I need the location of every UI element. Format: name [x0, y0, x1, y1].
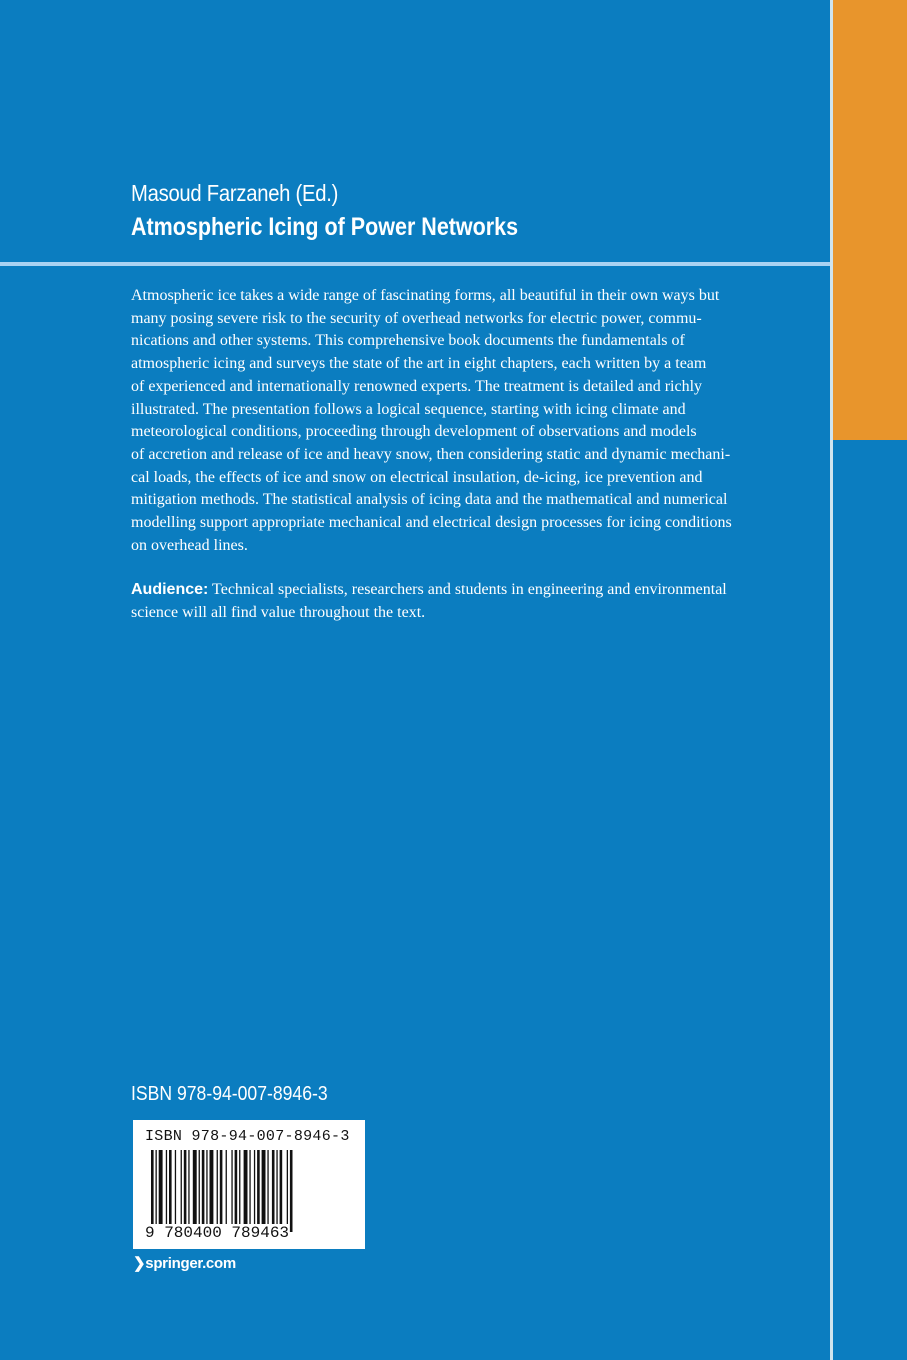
barcode-bar	[175, 1150, 176, 1232]
barcode-bar	[290, 1150, 293, 1232]
description-line: modelling support appropriate mechanical and electrical design processes for icing conditions	[131, 514, 732, 532]
description-line: of experienced and internationally renowned experts. The treatment is detailed and richly	[131, 377, 703, 395]
barcode-bar	[210, 1150, 214, 1232]
barcode-bar	[262, 1150, 266, 1232]
barcode-bar	[217, 1150, 218, 1232]
description-line: of accretion and release of ice and heavy snow, then considering static and dynamic mechani-	[131, 445, 731, 463]
barcode-bar	[244, 1150, 248, 1232]
barcode-bar	[220, 1150, 223, 1232]
barcode-bar	[267, 1150, 268, 1232]
description-line: Atmospheric ice takes a wide range of fascinating forms, all beautiful in their own ways but	[131, 287, 720, 304]
barcode-bar	[181, 1150, 182, 1232]
barcode-bar	[193, 1150, 197, 1232]
barcode-bar	[166, 1150, 167, 1232]
barcode-bars	[145, 1150, 355, 1232]
description-line: atmospheric icing and surveys the state of the art in eight chapters, each written by a team	[131, 355, 707, 373]
audience-label: Audience:	[131, 581, 209, 598]
spine-orange-band	[833, 0, 907, 440]
barcode-bar	[184, 1150, 187, 1232]
isbn-text: ISBN 978-94-007-8946-3	[131, 1083, 328, 1105]
book-author: Masoud Farzaneh (Ed.)	[131, 180, 339, 206]
barcode-bar	[257, 1150, 260, 1232]
barcode-bar	[202, 1150, 205, 1232]
barcode-bar	[226, 1150, 227, 1232]
title-rule	[0, 262, 830, 266]
barcode-bar	[249, 1150, 250, 1232]
chevron-right-icon: ❯	[133, 1255, 146, 1272]
barcode-bar	[169, 1150, 172, 1232]
barcode-bar	[206, 1150, 207, 1232]
audience-text: Technical specialists, researchers and students in engineering and environmental	[208, 581, 727, 598]
description-line: on overhead lines.	[131, 536, 248, 554]
audience-section	[131, 579, 727, 624]
barcode-bar	[287, 1150, 288, 1232]
spine-blue-band	[833, 440, 907, 1360]
barcode-bar	[231, 1150, 232, 1232]
springer-link-text: springer.com	[145, 1255, 236, 1272]
book-description	[131, 285, 791, 557]
description-line: meteorological conditions, proceeding through development of observations and models	[131, 423, 697, 441]
barcode-bar	[272, 1150, 275, 1232]
barcode-bar	[235, 1150, 238, 1232]
barcode-number	[145, 1224, 289, 1242]
barcode-bar	[156, 1150, 157, 1232]
barcode	[133, 1120, 365, 1249]
barcode-bar	[254, 1150, 255, 1232]
barcode-bar	[199, 1150, 200, 1232]
audience-text-2: science will all find value throughout the text.	[131, 603, 426, 621]
barcode-bar	[239, 1150, 240, 1232]
description-line: cal loads, the effects of ice and snow on electrical insulation, de-icing, ice prevention and	[131, 468, 703, 486]
barcode-bar	[151, 1150, 154, 1232]
barcode-isbn: ISBN 978-94-007-8946-3	[145, 1128, 350, 1145]
barcode-bar	[188, 1150, 189, 1232]
book-title: Atmospheric Icing of Power Networks	[131, 213, 519, 241]
barcode-bar	[280, 1150, 283, 1232]
barcode-digits: 9 780400 789463	[145, 1224, 290, 1242]
description-line: many posing severe risk to the security of overhead networks for electric power, commu-	[131, 309, 702, 327]
description-line: nications and other systems. This comprehensive book documents the fundamentals of	[131, 332, 685, 350]
description-line: illustrated. The presentation follows a logical sequence, starting with icing climate and	[131, 400, 686, 418]
barcode-bar	[276, 1150, 277, 1232]
springer-link[interactable]	[133, 1254, 236, 1272]
description-line: mitigation methods. The statistical analysis of icing data and the mathematical and numerical	[131, 491, 728, 509]
barcode-bar	[159, 1150, 163, 1232]
